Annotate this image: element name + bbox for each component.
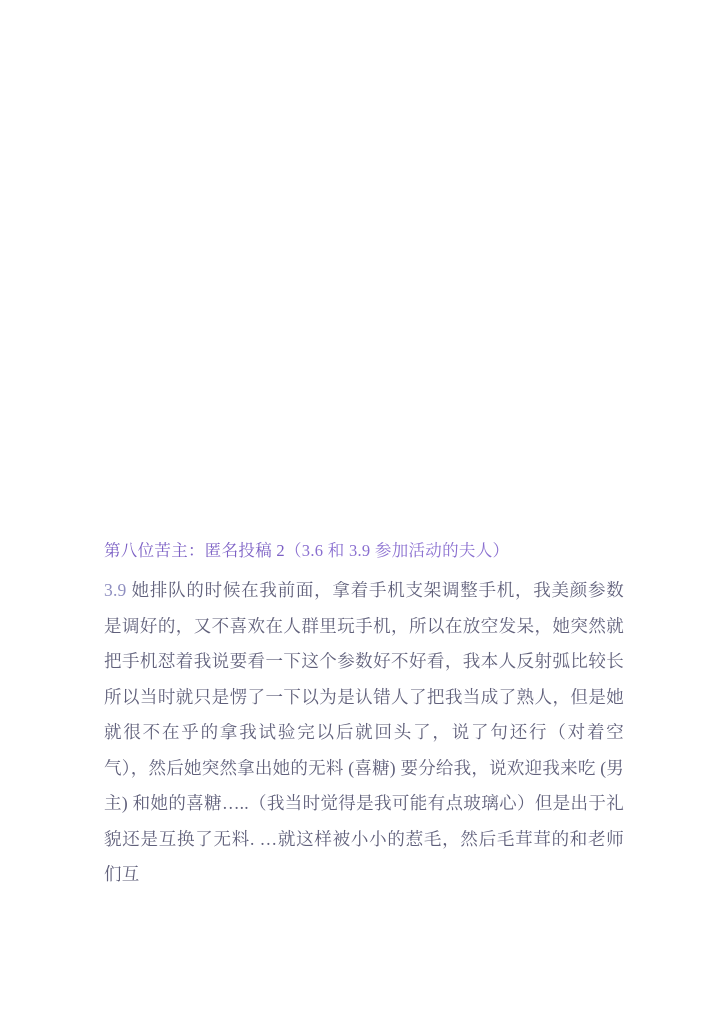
paragraph-text: 她排队的时候在我前面，拿着手机支架调整手机，我美颜参数是调好的，又不喜欢在人群里玩手机，所以在放空发呆，她突然就把手机怼着我说要看一下这个参数好不好看，我本人反射弧比较长所以当时就只是愣了一下以为是认错人了把我当成了熟人，但是她就很不在乎的拿我试验完以后就回头了，说了句还行（对着空气），然后她突然拿出她的无料 (喜糖) 要分给我，说欢迎我来吃 (男主) 和她的喜糖…..（我当时觉得是我可能有点玻璃心）但是出于礼貌还是互换了无料. …就这样被小小的惹毛，然后毛茸茸的和老师们互 <box>104 580 624 884</box>
section-heading-main: 第八位苦主：匿名投稿 2 <box>104 541 285 560</box>
section-heading-paren: （3.6 和 3.9 参加活动的夫人） <box>284 541 510 560</box>
section-heading <box>104 536 624 566</box>
paragraph-lead-date: 3.9 <box>104 580 132 600</box>
document-content <box>104 536 624 893</box>
body-paragraph <box>104 573 624 893</box>
